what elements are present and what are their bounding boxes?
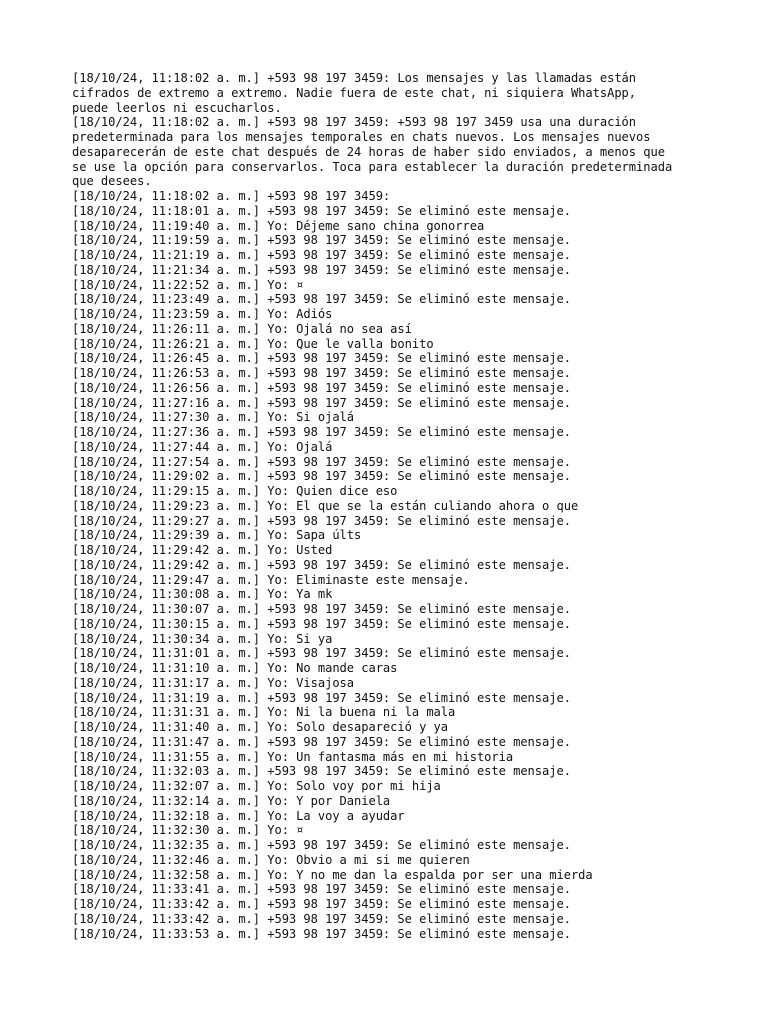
transcript-line: [18/10/24, 11:29:42 a. m.] +593 98 197 3459: Se eliminó este mensaje. [72, 557, 571, 572]
transcript-line: que desees. [72, 174, 152, 189]
chat-transcript [72, 71, 712, 941]
transcript-line: [18/10/24, 11:26:45 a. m.] +593 98 197 3459: Se eliminó este mensaje. [72, 351, 571, 366]
transcript-line: [18/10/24, 11:29:15 a. m.] Yo: Quien dice eso [72, 484, 398, 498]
transcript-line: [18/10/24, 11:23:59 a. m.] Yo: Adiós [72, 307, 333, 321]
transcript-line: [18/10/24, 11:27:16 a. m.] +593 98 197 3459: Se eliminó este mensaje. [72, 395, 571, 410]
transcript-line: [18/10/24, 11:32:30 a. m.] Yo: ¤ [72, 823, 304, 838]
transcript-line: [18/10/24, 11:29:02 a. m.] +593 98 197 3459: Se eliminó este mensaje. [72, 469, 571, 484]
transcript-line: [18/10/24, 11:31:31 a. m.] Yo: Ni la buena ni la mala [72, 705, 456, 720]
transcript-line: [18/10/24, 11:31:01 a. m.] +593 98 197 3459: Se eliminó este mensaje. [72, 646, 571, 661]
transcript-line: [18/10/24, 11:18:02 a. m.] +593 98 197 3459: [72, 189, 391, 203]
transcript-line: [18/10/24, 11:18:02 a. m.] +593 98 197 3459: +593 98 197 3459 usa una duración [72, 115, 637, 130]
transcript-line: [18/10/24, 11:26:53 a. m.] +593 98 197 3459: Se eliminó este mensaje. [72, 366, 571, 380]
transcript-line: [18/10/24, 11:31:40 a. m.] Yo: Solo desapareció y ya [72, 720, 449, 734]
transcript-line: [18/10/24, 11:33:42 a. m.] +593 98 197 3459: Se eliminó este mensaje. [72, 897, 571, 911]
transcript-line: [18/10/24, 11:27:54 a. m.] +593 98 197 3459: Se eliminó este mensaje. [72, 454, 571, 469]
transcript-line: [18/10/24, 11:23:49 a. m.] +593 98 197 3459: Se eliminó este mensaje. [72, 292, 571, 307]
transcript-line: [18/10/24, 11:33:41 a. m.] +593 98 197 3459: Se eliminó este mensaje. [72, 882, 571, 897]
transcript-line: puede leerlos ni escucharlos. [72, 100, 282, 115]
transcript-line: [18/10/24, 11:31:47 a. m.] +593 98 197 3459: Se eliminó este mensaje. [72, 734, 571, 749]
transcript-line: [18/10/24, 11:30:08 a. m.] Yo: Ya mk [72, 587, 333, 602]
transcript-line: [18/10/24, 11:32:46 a. m.] Yo: Obvio a mi si me quieren [72, 852, 470, 867]
transcript-line: [18/10/24, 11:27:30 a. m.] Yo: Si ojalá [72, 410, 355, 425]
transcript-line: [18/10/24, 11:22:52 a. m.] Yo: ¤ [72, 277, 304, 292]
transcript-line: [18/10/24, 11:30:07 a. m.] +593 98 197 3459: Se eliminó este mensaje. [72, 602, 571, 616]
transcript-line: [18/10/24, 11:26:56 a. m.] +593 98 197 3459: Se eliminó este mensaje. [72, 380, 571, 395]
transcript-line: [18/10/24, 11:31:10 a. m.] Yo: No mande caras [72, 661, 398, 675]
transcript-line: [18/10/24, 11:33:42 a. m.] +593 98 197 3459: Se eliminó este mensaje. [72, 911, 571, 926]
transcript-line: desaparecerán de este chat después de 24 horas de haber sido enviados, a menos que [72, 144, 665, 159]
transcript-line: [18/10/24, 11:18:01 a. m.] +593 98 197 3459: Se eliminó este mensaje. [72, 203, 571, 218]
transcript-line: [18/10/24, 11:33:53 a. m.] +593 98 197 3459: Se eliminó este mensaje. [72, 926, 571, 941]
transcript-line: [18/10/24, 11:29:23 a. m.] Yo: El que se la están culiando ahora o que [72, 498, 579, 513]
transcript-line: [18/10/24, 11:18:02 a. m.] +593 98 197 3459: Los mensajes y las llamadas están [72, 71, 637, 85]
transcript-line: [18/10/24, 11:27:36 a. m.] +593 98 197 3459: Se eliminó este mensaje. [72, 425, 571, 439]
transcript-line: [18/10/24, 11:31:55 a. m.] Yo: Un fantasma más en mi historia [72, 749, 514, 764]
transcript-line: [18/10/24, 11:32:18 a. m.] Yo: La voy a ayudar [72, 808, 405, 823]
transcript-line: [18/10/24, 11:29:47 a. m.] Yo: Eliminaste este mensaje. [72, 572, 470, 587]
transcript-line: [18/10/24, 11:26:11 a. m.] Yo: Ojalá no sea así [72, 321, 412, 336]
transcript-line: [18/10/24, 11:32:07 a. m.] Yo: Solo voy por mi hija [72, 779, 441, 793]
transcript-line: [18/10/24, 11:29:27 a. m.] +593 98 197 3459: Se eliminó este mensaje. [72, 513, 571, 528]
transcript-line: [18/10/24, 11:30:34 a. m.] Yo: Si ya [72, 631, 333, 646]
transcript-line: [18/10/24, 11:19:59 a. m.] +593 98 197 3459: Se eliminó este mensaje. [72, 233, 571, 248]
transcript-line: [18/10/24, 11:29:42 a. m.] Yo: Usted [72, 543, 333, 557]
transcript-line: [18/10/24, 11:31:19 a. m.] +593 98 197 3459: Se eliminó este mensaje. [72, 690, 571, 705]
transcript-line: [18/10/24, 11:21:34 a. m.] +593 98 197 3459: Se eliminó este mensaje. [72, 262, 571, 277]
transcript-line: [18/10/24, 11:31:17 a. m.] Yo: Visajosa [72, 675, 355, 690]
transcript-line: [18/10/24, 11:26:21 a. m.] Yo: Que le valla bonito [72, 336, 434, 351]
transcript-line: [18/10/24, 11:21:19 a. m.] +593 98 197 3459: Se eliminó este mensaje. [72, 248, 571, 262]
transcript-line: [18/10/24, 11:27:44 a. m.] Yo: Ojalá [72, 439, 333, 454]
transcript-line: [18/10/24, 11:32:14 a. m.] Yo: Y por Daniela [72, 793, 391, 808]
transcript-line: [18/10/24, 11:32:03 a. m.] +593 98 197 3459: Se eliminó este mensaje. [72, 764, 571, 779]
transcript-line: [18/10/24, 11:29:39 a. m.] Yo: Sapa últs [72, 528, 362, 543]
transcript-line: predeterminada para los mensajes temporales en chats nuevos. Los mensajes nuevos [72, 130, 651, 144]
transcript-line: [18/10/24, 11:30:15 a. m.] +593 98 197 3459: Se eliminó este mensaje. [72, 616, 571, 631]
transcript-line: cifrados de extremo a extremo. Nadie fuera de este chat, ni siquiera WhatsApp, [72, 85, 637, 100]
transcript-line: se use la opción para conservarlos. Toca para establecer la duración predeterminada [72, 159, 673, 174]
transcript-line: [18/10/24, 11:32:58 a. m.] Yo: Y no me dan la espalda por ser una mierda [72, 867, 593, 882]
transcript-line: [18/10/24, 11:19:40 a. m.] Yo: Déjeme sano china gonorrea [72, 218, 485, 233]
transcript-line: [18/10/24, 11:32:35 a. m.] +593 98 197 3459: Se eliminó este mensaje. [72, 838, 571, 852]
